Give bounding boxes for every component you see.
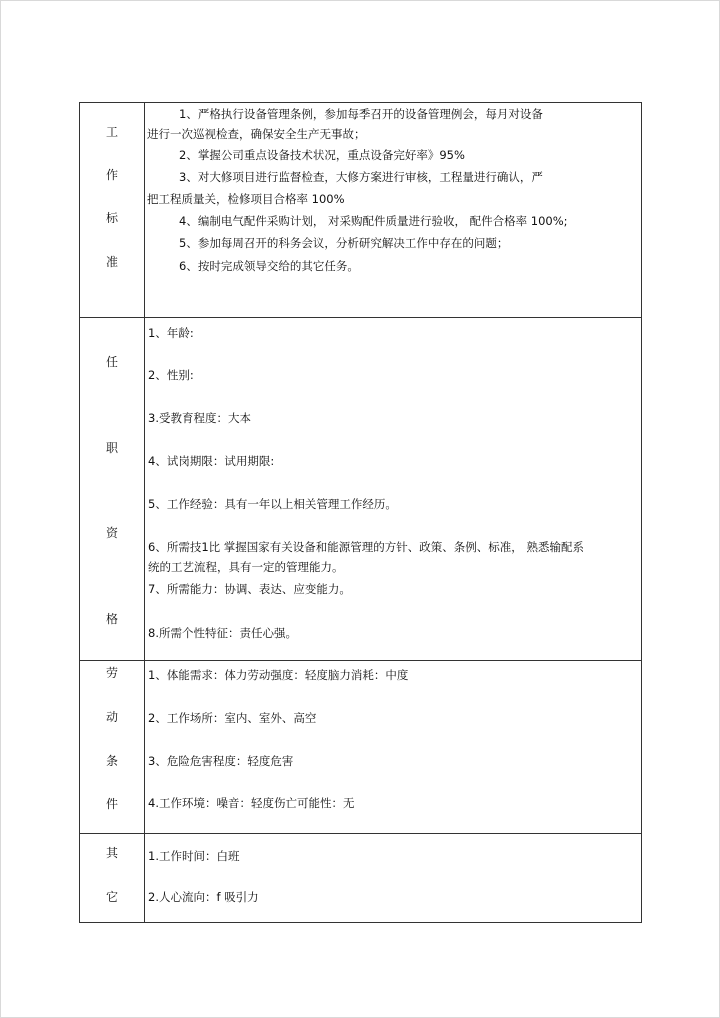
other-content	[145, 834, 642, 923]
labor-row	[80, 661, 642, 834]
other-line: 2.人心流向：f 吸引力	[148, 890, 259, 904]
other-label	[80, 834, 145, 923]
standards-line: 3、对大修项目进行监督检查，大修方案进行审核，工程量进行确认，严	[179, 170, 543, 184]
standards-line: 6、按时完成领导交给的其它任务。	[179, 259, 359, 273]
qualifications-line: 7、所需能力：协调、表达、应变能力。	[148, 582, 351, 596]
standards-line: 把工程质量关，检修项目合格率 100%	[147, 192, 345, 206]
qualifications-line: 2、性别:	[148, 368, 194, 382]
qualifications-line: 4、试岗期限：试用期限:	[148, 454, 275, 468]
labor-label-char: 条	[105, 754, 118, 768]
labor-line: 1、体能需求：体力劳动强度：轻度脑力消耗：中度	[148, 668, 409, 682]
qualifications-label-char: 格	[105, 612, 118, 626]
standards-label-char: 标	[105, 211, 118, 225]
labor-line: 3、危险危害程度：轻度危害	[148, 754, 294, 768]
labor-line: 4.工作环境：噪音：轻度伤亡可能性：无	[148, 796, 355, 810]
labor-label-char: 劳	[105, 666, 118, 680]
standards-line: 1、严格执行设备管理条例，参加每季召开的设备管理例会，每月对设备	[179, 107, 543, 121]
other-line: 1.工作时间：白班	[148, 849, 240, 863]
labor-label-char: 件	[105, 797, 118, 811]
standards-line: 4、编制电气配件采购计划， 对采购配件质量进行验收， 配件合格率 100%;	[179, 214, 568, 228]
other-label-char: 其	[105, 846, 118, 860]
labor-label-char: 动	[105, 710, 118, 724]
qualifications-line: 5、工作经验：具有一年以上相关管理工作经历。	[148, 497, 397, 511]
qualifications-line: 统的工艺流程，具有一定的管理能力。	[148, 560, 344, 574]
standards-row	[80, 103, 642, 318]
qualifications-label	[80, 318, 145, 661]
qualifications-line: 6、所需技1比 掌握国家有关设备和能源管理的方针、政策、条例、标准， 熟悉输配系	[148, 540, 584, 554]
qualifications-row	[80, 318, 642, 661]
standards-line: 5、参加每周召开的科务会议，分析研究解决工作中存在的问题；	[179, 236, 509, 250]
standards-label-char: 准	[105, 255, 118, 269]
standards-label-char: 工	[105, 125, 118, 139]
qualifications-line: 8.所需个性特征：责任心强。	[148, 626, 297, 640]
labor-line: 2、工作场所：室内、室外、高空	[148, 711, 317, 725]
qualifications-label-char: 职	[105, 441, 118, 455]
qualifications-label-char: 任	[105, 355, 118, 369]
job-description-table	[79, 102, 642, 923]
qualifications-line: 1、年龄:	[148, 326, 194, 340]
other-label-char: 它	[105, 890, 118, 904]
standards-line: 2、掌握公司重点设备技术状况，重点设备完好率》95%	[179, 148, 465, 162]
standards-content	[145, 103, 642, 318]
labor-label	[80, 661, 145, 834]
standards-label	[80, 103, 145, 318]
qualifications-line: 3.受教育程度：大本	[148, 411, 251, 425]
standards-label-char: 作	[105, 168, 118, 182]
other-row	[80, 834, 642, 923]
standards-line: 进行一次巡视检查，确保安全生产无事故；	[147, 127, 366, 141]
qualifications-content	[145, 318, 642, 661]
qualifications-label-char: 资	[105, 526, 118, 540]
labor-content	[145, 661, 642, 834]
